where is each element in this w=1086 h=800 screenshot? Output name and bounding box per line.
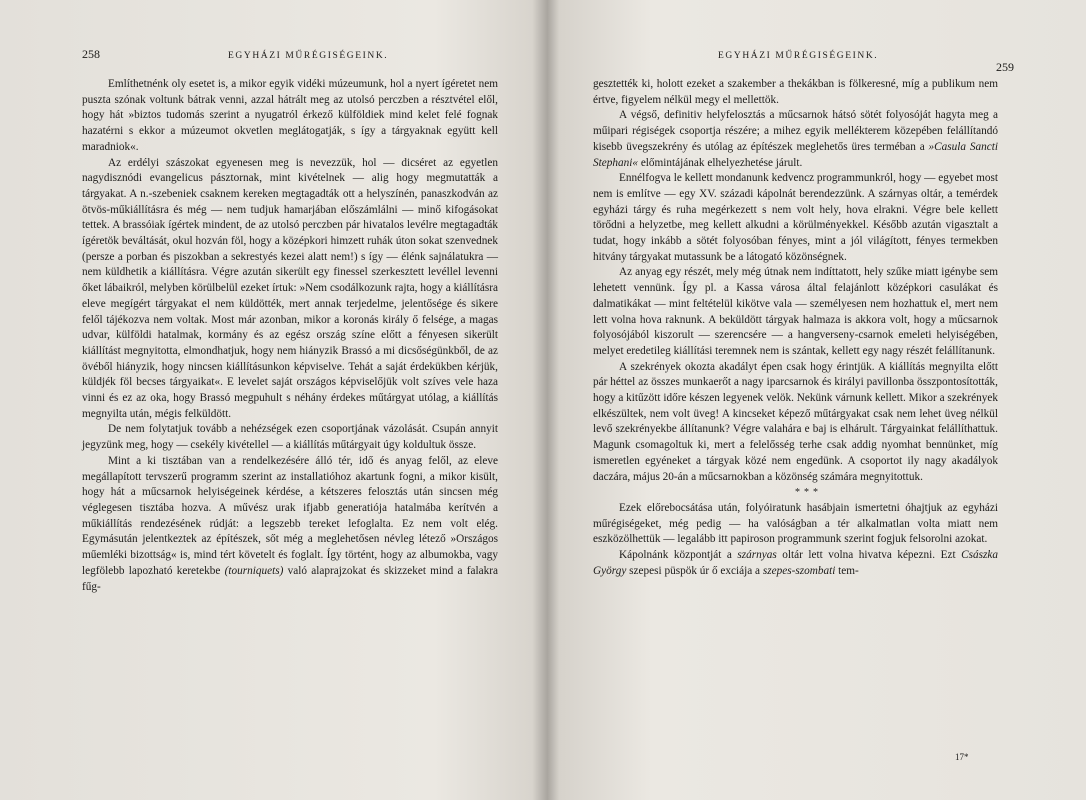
paragraph-text: A végső, definitiv helyfelosztás a műcsarnok hátsó sötét folyosóját hagyta meg a műipari régiségek csoportja részére; a mihez egyik mellékterem közepében felállítandó kisebb üvegszekrény és utólag az építészek meglehetős üres terméban a (593, 109, 998, 153)
page-body (82, 77, 498, 595)
paragraph-text: előmintájának elhelyezhetése járult. (638, 156, 803, 169)
right-page (543, 0, 1086, 800)
paragraph (82, 454, 498, 595)
paragraph: Ennélfogva le kellett mondanunk kedvencz programmunkról, hogy — egyebet most nem is említve — egy XV. századi kápolnát berendezzünk. A szárnyas oltár, a temérdek egyházi tárgy és ruha megérkezett s nem volt hely, hova elrakni. Végre bele kellett törődni a helyzetbe, meg kellett alkudni a körülményekkel. Később azután vigasztalt a tudat, hogy inkább a sötét folyosóban fényes, mint a jól világított, fényes termekben hitvány tárgyakat mutassunk be a látogató közönségnek. (593, 172, 998, 263)
paragraph: Az anyag egy részét, mely még útnak nem indíttatott, hely szűke miatt igénybe sem lehetett vennünk. Így pl. a Kassa városa által felajánlott középkori casulákat és dalmatikákat — mint feltételül kikötve vala — személyesen nem hozhattuk el, mert nem lett volna hova raknunk. A beküldött tárgyak halmaza is akkora volt, hogy a műcsarnok folyosójából kiszorult — szerencsére — a hangverseny-csarnok emeleti helyiségében, melyet eredetileg kiállítási teremnek nem is szántak, kellett egy nagy részét felállítanunk. (593, 266, 998, 357)
paragraph (593, 548, 998, 579)
page-number: 258 (82, 47, 100, 61)
paragraph: Említhetnénk oly esetet is, a mikor egyik vidéki múzeumunk, hol a nyert ígéretet nem puszta szónak voltunk bátrak venni, azzal hátrált meg az utolsó perczben a résztvétel elől, hogy hát »biztos tudomás szerint a nyugatról érkező külföldiek mind kelet felé fognak hazatérni s ekkor a múzeumot okvetlen meglátogatják, s így a tárgyaknak együtt kell maradniok«. (82, 78, 498, 153)
paragraph: gesztették ki, holott ezeket a szakember a thekákban is fölkeresné, míg a publikum nem értve, figyelem nélkül megy el mellettök. (593, 78, 998, 106)
running-head: EGYHÁZI MŰRÉGISÉGEINK. (718, 51, 879, 61)
paragraph-text: Mint a ki tisztában van a rendelkezésére álló tér, idő és anyag felől, az eleve megállapított tervszerű programm szerint az installatióhoz akartunk fogni, a mikor kisült, hogy hát a műcsarnok helyiségeinek kérdése, a kétszeres felosztás után sincsen még véglegesen tisztába hozva. A művész urak ifjabb generatiója hatalmába kerítvén a műkiállítás rendezésének rúdját: a legszebb tereket lefoglalta. Ez nem volt elég. Egymásután jelentkeztek az építészek, sőt még a meglehetősen névleg létező »Országos műemléki bizottság« is, mind tért követelt és foglalt. Így történt, hogy az albumokba, vagy legfölebb lapozható keretekbe (82, 454, 498, 577)
page-body (593, 77, 998, 580)
italic-name: Császka György (593, 549, 998, 577)
paragraph-tail: való alaprajzokat és skizzeket mind a falakra fűg- (82, 564, 499, 593)
paragraph: De nem folytatjuk tovább a nehézségek ezen csoportjának vázolását. Csupán annyit jegyzünk meg, hogy — csekély kivétellel — a kiállítás műtárgyait úgy koldultuk össze. (82, 423, 498, 452)
section-separator: *** (795, 487, 822, 499)
paragraph: A szekrények okozta akadályt épen csak hogy érintjük. A kiállítás megnyilta előtt pár héttel az összes munkaerőt a nagy iparcsarnok és királyi pavillonba összpontosították, hogy a kitűzött időre készen legyenek velök. Nekünk várnunk kellett. Mikor a szekrények elkészültek, nem volt üveg! A kincseket képező műtárgyakat csak nem lehet üveg nélkül levő szekrényekbe állítanunk? Végre valahára e baj is elhárult. Tárgyainkat felállíthattuk. Magunk csomagoltuk ki, mert a felelősség terhe csak addig nyomhat bennünket, míg ismeretlen egyéneket a tárgyak közé nem engedünk. A csoportot ily nagy akadályok daczára, május 20-án a műcsarnokban a közönség számára megnyitottuk. (593, 360, 998, 483)
italic-term: (tourniquets) (224, 564, 284, 577)
italic-term: szepes-szombati (762, 564, 836, 577)
paragraph-text: szepesi püspök úr ő exciája a (626, 564, 763, 577)
paragraph (593, 108, 998, 171)
paragraph-text: Kápolnánk központját a (619, 549, 738, 562)
signature-mark: 17* (955, 752, 969, 762)
paragraph: Ezek előrebocsátása után, folyóiratunk hasábjain ismertetni óhajtjuk az egyházi műrégiségeket, még pedig — ha valóságban a tér alkalmatlan volta miatt nem eszközölhettük — legalább itt papiroson programmunk szerint fogjuk felsorolni azokat. (593, 501, 998, 546)
italic-term: szárnyas (737, 549, 777, 562)
paragraph-text: oltár lett volna hivatva képezni. Ezt (776, 549, 962, 562)
running-head: EGYHÁZI MŰRÉGISÉGEINK. (228, 51, 389, 61)
page-number: 259 (996, 60, 1014, 74)
paragraph: Az erdélyi szászokat egyenesen meg is nevezzük, hol — dicséret az egyetlen nagydisznódi evangelicus pásztornak, mint kivételnek — alig hogy megmutatták a tárgyakat. A n.-szebeniek csaknem kereken megtagadták ott a helyszínén, panaszkodván az ötvös-műkiállításra és még — nem tudjuk hamarjában előszámlálni — minő kifogásokat tettek. A brassóiak ígértek mindent, de az utolsó perczben pár hivatalos levélre megtagadták ígéretök beváltását, okul hozván föl, hogy a középkori himzett ruhák úton sokat szenvednek (persze a porban és piszokban a sekrestyés kezei alatt nem!) s így — élénk sajnálatukra — nem küldhetik a kiállításra. Végre azután sikerült egy finessel szerkesztett levéllel levenni őket lábaikról, melyben körülbelül ezeket írtuk: »Nem csodálkozunk rajta, hogy a kiállításra eleve megígért tárgyakat el nem küldötték, mert annak terjedelme, jelentősége és sikere felől tájékozva nem voltak. Most már azonban, mikor a koronás király ő felsége, a magas udvar, külföldi hatalmak, kormány és az egész ország színe előtt a fényesen sikerült kiállítást megnyitotta, elmondhatjuk, hogy nem hiányzik Brassó a mi dicsőségünkből, de az övéből hiányzik, hogy nincsen kiállításunkon képviselve. Tehát a saját érdekükben kérjük, küldjék föl becses tárgyaikat«. E levelet saját országos képviselőjük volt szíves vele haza vinni és ez az oka, hogy Brassó megpuhult s néhány érdekes műtárgyat utólag, a kiállítás megnyilta után, mégis felküldött. (82, 156, 498, 420)
italic-term: »Casula Sancti Stephani« (593, 140, 998, 169)
paragraph-text: tem- (835, 564, 859, 577)
